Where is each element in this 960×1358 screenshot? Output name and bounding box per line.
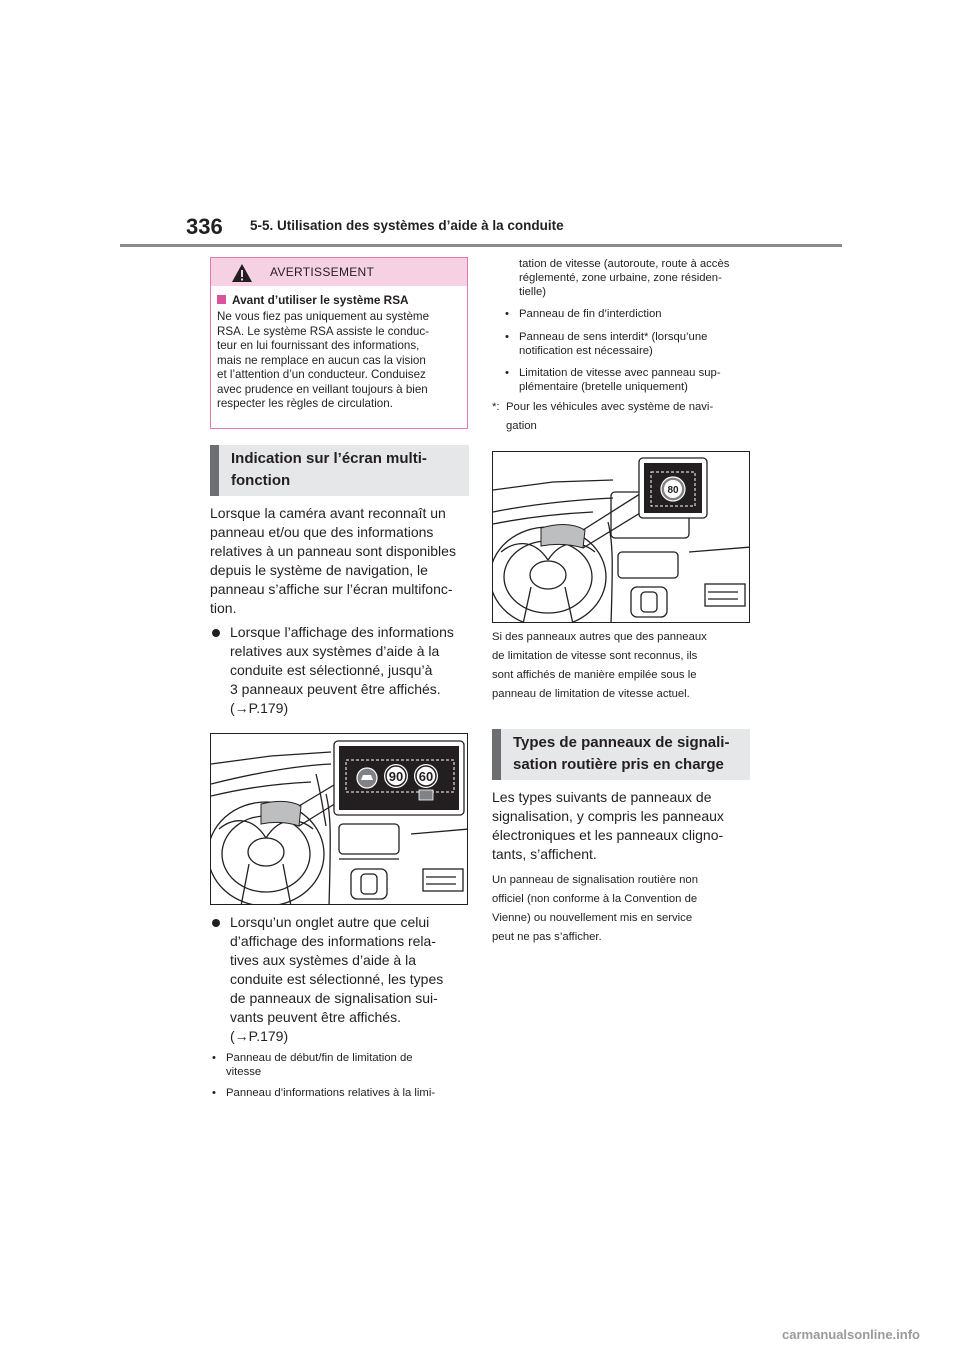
list-item-continued: tation de vitesse (autoroute, route à accès réglementé, zone urbaine, zone résiden- tielle) [519, 258, 730, 298]
section2-intro: Les types suivants de panneaux de signalisation, y compris les panneaux électroniques et les panneaux cligno- tants, s’affichent. [492, 789, 724, 862]
list-item: • Panneau de fin d’interdiction [505, 308, 662, 320]
speed-sign-60: 60 [418, 769, 434, 784]
figure-caption: Si des panneaux autres que des panneaux de limitation de vitesse sont reconnus, ils sont affichés de manière empilée sous le panneau de limitation de vitesse actuel. [492, 631, 707, 700]
warning-subtitle: Avant d’utiliser le système RSA [217, 293, 409, 307]
bullet-dot-icon [212, 919, 220, 927]
dashboard-figure-1 [210, 733, 468, 905]
warning-text: Ne vous fiez pas uniquement au système RSA. Le système RSA assiste le conduc- teur en lui fournissant des informations, mais ne remplace en aucun cas la vision et l’attention d’un conducteur. Conduisez avec prudence en veillant toujours à bien respecter les règles de circulation. [217, 310, 430, 410]
bullet-item: Lorsque l’affichage des informations relatives aux systèmes d’aide à la conduite est sélectionné, jusqu’à 3 panneaux peuvent être affichés. (→P.179) [212, 623, 472, 719]
warning-header [211, 258, 467, 286]
page-number: 336 [186, 214, 223, 239]
dashboard-figure-2 [492, 451, 750, 623]
site-watermark: carmanualsonline.info [782, 1327, 920, 1342]
speed-sign-80: 80 [667, 485, 679, 496]
section-title: 5-5. Utilisation des systèmes d’aide à la conduite [250, 218, 564, 233]
footnote: *: Pour les véhicules avec système de navi- gation [492, 401, 714, 432]
page-reference-link[interactable]: (→P.179) [230, 1028, 289, 1044]
list-item: • Panneau d’informations relatives à la limi- [212, 1087, 436, 1099]
section-heading-sign-types: Types de panneaux de signali- sation routière pris en charge [492, 729, 750, 780]
section2-note: Un panneau de signalisation routière non officiel (non conforme à la Convention de Vienne) ou nouvellement mis en service peut ne pas s’afficher. [492, 874, 699, 943]
section1-intro: Lorsque la caméra avant reconnaît un panneau et/ou que des informations relatives à un panneau sont disponibles depuis le système de navigation, le panneau s’affiche sur l’écran multifonc- tion. [210, 505, 456, 616]
speed-sign-90: 90 [388, 769, 404, 784]
bullet-dot-icon [212, 629, 220, 637]
dashboard-illustration [493, 452, 750, 623]
page-reference-link[interactable]: (→P.179) [230, 700, 289, 716]
header-rule [120, 244, 842, 247]
list-item: • Limitation de vitesse avec panneau sup- plémentaire (bretelle uniquement) [505, 367, 721, 393]
warning-box [210, 257, 468, 429]
bullet-item: Lorsqu’un onglet autre que celui d’affichage des informations rela- tives aux systèmes d’aide à la conduite est sélectionné, les types de panneaux de signalisation sui- vants peuvent être affichés. (→P.179) [212, 913, 472, 1049]
section-heading-multifunction: Indication sur l’écran multi- fonction [210, 445, 469, 496]
warning-triangle-icon [231, 263, 253, 283]
list-item: • Panneau de début/fin de limitation de vitesse [212, 1052, 413, 1078]
dashboard-illustration [211, 734, 468, 905]
list-item: • Panneau de sens interdit* (lorsqu’une notification est nécessaire) [505, 331, 708, 357]
warning-title: AVERTISSEMENT [270, 265, 375, 279]
square-bullet-icon [217, 295, 226, 304]
